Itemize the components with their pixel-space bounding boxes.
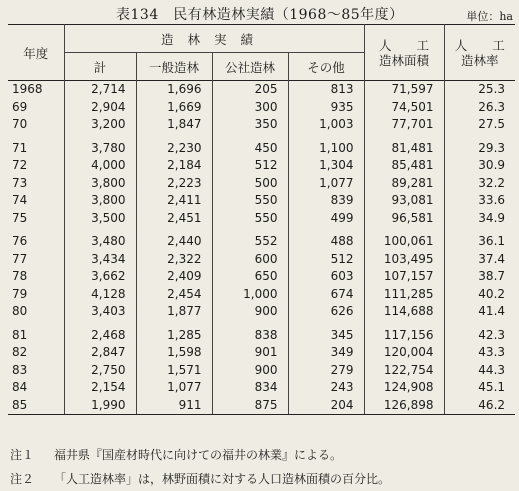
header-rate-line2: 造林率	[461, 52, 499, 68]
header-area	[364, 25, 444, 81]
cell-other: 243	[288, 379, 364, 397]
cell-total: 2,154	[64, 379, 136, 397]
cell-general: 1,696	[136, 81, 212, 99]
cell-other: 345	[288, 321, 364, 345]
table-row	[8, 210, 515, 228]
cell-general: 1,598	[136, 344, 212, 362]
cell-other: 488	[288, 227, 364, 251]
table-row	[8, 192, 515, 210]
cell-total: 3,403	[64, 303, 136, 321]
cell-public: 875	[212, 397, 288, 415]
cell-area: 71,597	[364, 81, 444, 99]
cell-total: 2,750	[64, 362, 136, 380]
cell-total: 3,800	[64, 192, 136, 210]
cell-year: 80	[12, 304, 28, 318]
cell-year: 83	[12, 362, 28, 377]
cell-general: 2,440	[136, 227, 212, 251]
cell-general: 2,409	[136, 268, 212, 286]
cell-public: 600	[212, 251, 288, 269]
cell-rate: 30.9	[444, 157, 515, 175]
cell-area: 93,081	[364, 192, 444, 210]
header-area-line1: 人 工	[379, 37, 430, 53]
table-row	[8, 157, 515, 175]
cell-other: 603	[288, 268, 364, 286]
cell-other: 626	[288, 303, 364, 321]
cell-year: 85	[8, 397, 64, 415]
cell-general: 1,571	[136, 362, 212, 380]
cell-public: 1,000	[212, 286, 288, 304]
header-year: 年度	[23, 45, 49, 61]
cell-public: 550	[212, 192, 288, 210]
cell-rate: 34.9	[444, 210, 515, 228]
cell-year: 75	[12, 210, 28, 225]
cell-other: 813	[288, 81, 364, 99]
unit-label: 単位：ha	[466, 10, 513, 23]
cell-area: 114,688	[364, 303, 444, 321]
header-other: その他	[288, 53, 364, 81]
table-row	[8, 175, 515, 193]
cell-public: 512	[212, 157, 288, 175]
cell-total: 3,500	[64, 210, 136, 228]
cell-year: 72	[12, 158, 28, 172]
cell-rate: 45.1	[444, 379, 515, 397]
cell-rate: 32.2	[444, 175, 515, 193]
cell-area: 124,908	[364, 379, 444, 397]
cell-total: 3,800	[64, 175, 136, 193]
cell-year: 1968	[12, 82, 43, 96]
cell-other: 204	[288, 397, 364, 415]
cell-other: 1,304	[288, 157, 364, 175]
cell-total: 2,847	[64, 344, 136, 362]
header-rate	[444, 25, 515, 81]
cell-total: 4,000	[64, 157, 136, 175]
table-row	[8, 303, 515, 321]
cell-year: 77	[12, 251, 28, 266]
cell-general: 2,411	[136, 192, 212, 210]
cell-year: 79	[12, 286, 28, 301]
cell-area: 85,481	[364, 157, 444, 175]
cell-total: 3,480	[64, 227, 136, 251]
cell-area: 126,898	[364, 397, 444, 415]
table-row	[8, 344, 515, 362]
cell-rate: 36.1	[444, 227, 515, 251]
note-1	[10, 443, 390, 467]
cell-general: 1,877	[136, 303, 212, 321]
cell-area: 77,701	[364, 116, 444, 134]
cell-other: 674	[288, 286, 364, 304]
cell-public: 300	[212, 99, 288, 117]
cell-public: 350	[212, 116, 288, 134]
cell-year: 74	[12, 193, 28, 207]
cell-general: 1,285	[136, 321, 212, 345]
cell-rate: 41.4	[444, 303, 515, 321]
cell-total: 3,662	[64, 268, 136, 286]
cell-public: 900	[212, 362, 288, 380]
cell-area: 103,495	[364, 251, 444, 269]
cell-general: 2,322	[136, 251, 212, 269]
cell-area: 122,754	[364, 362, 444, 380]
cell-other: 499	[288, 210, 364, 228]
cell-area: 117,156	[364, 321, 444, 345]
note-2	[10, 467, 390, 491]
cell-area: 107,157	[364, 268, 444, 286]
cell-year: 84	[12, 380, 28, 394]
cell-public: 450	[212, 134, 288, 158]
note-1-label: 注１	[10, 448, 35, 462]
table-header	[8, 25, 515, 81]
cell-year: 73	[12, 175, 28, 190]
cell-rate: 29.3	[444, 134, 515, 158]
cell-total: 2,468	[64, 321, 136, 345]
cell-rate: 40.2	[444, 286, 515, 304]
table-title: 表134 民有林造林実績（1968〜85年度）	[116, 7, 404, 23]
cell-year: 70	[12, 117, 28, 131]
cell-area: 96,581	[364, 210, 444, 228]
cell-public: 500	[212, 175, 288, 193]
cell-public: 650	[212, 268, 288, 286]
cell-rate: 33.6	[444, 192, 515, 210]
cell-other: 1,100	[288, 134, 364, 158]
cell-general: 2,454	[136, 286, 212, 304]
header-total: 計	[64, 53, 136, 81]
cell-public: 900	[212, 303, 288, 321]
cell-other: 1,003	[288, 116, 364, 134]
cell-rate: 44.3	[444, 362, 515, 380]
cell-general: 1,847	[136, 116, 212, 134]
note-2-label: 注２	[10, 472, 35, 486]
cell-year: 76	[12, 234, 28, 248]
table-row	[8, 99, 515, 117]
cell-general: 2,230	[136, 134, 212, 158]
cell-other: 839	[288, 192, 364, 210]
cell-total: 2,904	[64, 99, 136, 117]
header-general: 一般造林	[136, 53, 212, 81]
cell-rate: 43.3	[444, 344, 515, 362]
header-public: 公社造林	[212, 53, 288, 81]
header-area-line2: 造林面積	[379, 52, 430, 68]
cell-general: 911	[136, 397, 212, 415]
cell-general: 2,451	[136, 210, 212, 228]
cell-year: 69	[12, 99, 28, 114]
table-row	[8, 251, 515, 269]
cell-total: 2,714	[64, 81, 136, 99]
cell-area: 74,501	[364, 99, 444, 117]
table-row	[8, 321, 515, 345]
note-1-text: 福井県『国産材時代に向けての福井の林業』による。	[54, 448, 343, 462]
table-row	[8, 362, 515, 380]
cell-other: 279	[288, 362, 364, 380]
cell-other: 349	[288, 344, 364, 362]
cell-rate: 46.2	[444, 397, 515, 415]
cell-other: 512	[288, 251, 364, 269]
cell-area: 81,481	[364, 134, 444, 158]
cell-area: 100,061	[364, 227, 444, 251]
cell-total: 1,990	[64, 397, 136, 415]
cell-total: 3,200	[64, 116, 136, 134]
cell-public: 901	[212, 344, 288, 362]
cell-year: 81	[12, 327, 28, 342]
cell-other: 935	[288, 99, 364, 117]
cell-public: 205	[212, 81, 288, 99]
cell-rate: 25.3	[444, 81, 515, 99]
header-group: 造林実績	[64, 25, 364, 53]
cell-area: 89,281	[364, 175, 444, 193]
cell-year: 71	[12, 140, 28, 155]
cell-rate: 38.7	[444, 268, 515, 286]
cell-public: 838	[212, 321, 288, 345]
cell-total: 3,434	[64, 251, 136, 269]
cell-general: 2,223	[136, 175, 212, 193]
table-row	[8, 268, 515, 286]
data-table	[8, 24, 515, 415]
table-row	[8, 81, 515, 99]
table-body	[8, 81, 515, 415]
table-row	[8, 379, 515, 397]
cell-area: 111,285	[364, 286, 444, 304]
cell-year: 82	[12, 345, 28, 359]
header-rate-line1: 人 工	[454, 37, 505, 53]
cell-rate: 42.3	[444, 321, 515, 345]
cell-year: 78	[12, 269, 28, 283]
cell-rate: 27.5	[444, 116, 515, 134]
cell-rate: 26.3	[444, 99, 515, 117]
cell-public: 550	[212, 210, 288, 228]
notes	[10, 443, 390, 491]
cell-public: 834	[212, 379, 288, 397]
table-row	[8, 134, 515, 158]
table-row	[8, 116, 515, 134]
cell-other: 1,077	[288, 175, 364, 193]
cell-general: 1,077	[136, 379, 212, 397]
table-row	[8, 397, 515, 415]
cell-general: 1,669	[136, 99, 212, 117]
table-row	[8, 227, 515, 251]
note-2-text: 「人工造林率」は，林野面積に対する人口造林面積の百分比。	[54, 472, 391, 486]
cell-total: 4,128	[64, 286, 136, 304]
cell-total: 3,780	[64, 134, 136, 158]
table-row	[8, 286, 515, 304]
cell-public: 552	[212, 227, 288, 251]
title-row	[0, 4, 519, 22]
cell-rate: 37.4	[444, 251, 515, 269]
cell-general: 2,184	[136, 157, 212, 175]
cell-area: 120,004	[364, 344, 444, 362]
